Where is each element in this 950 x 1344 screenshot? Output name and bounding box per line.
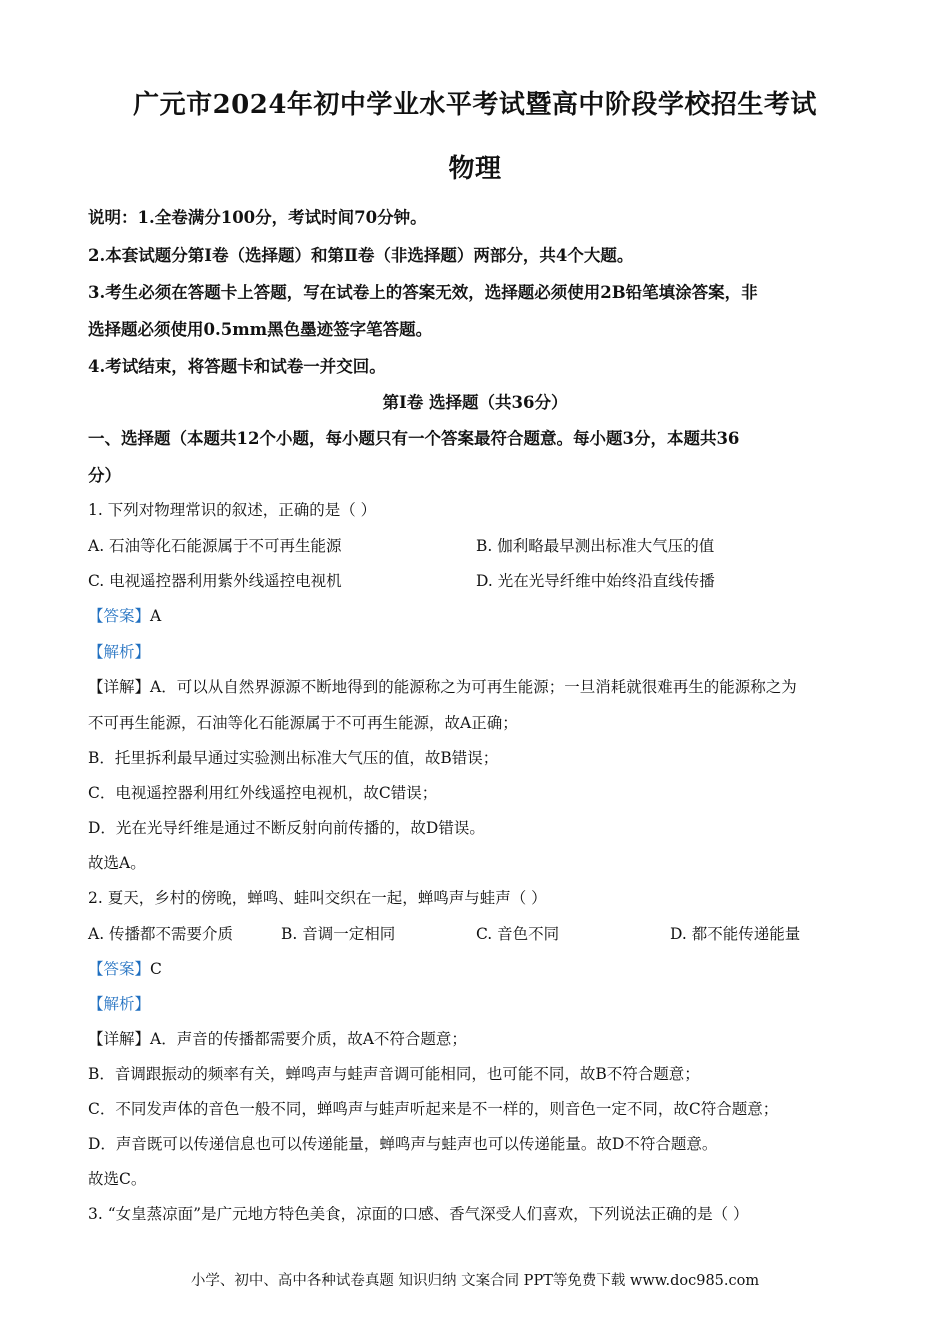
answer-value: A [150, 607, 162, 625]
q2-conclusion: 故选C。 [88, 1170, 147, 1188]
part-heading: 分） [88, 466, 121, 485]
answer-tag: 【答案】 [88, 960, 151, 978]
q1-detail-line [88, 675, 797, 697]
instruction-line: 2.本套试题分第Ⅰ卷（选择题）和第Ⅱ卷（非选择题）两部分，共4个大题。 [88, 246, 634, 265]
q2-option-a: A. 传播都不需要介质 [88, 925, 234, 943]
detail-tag: 【详解】 [88, 678, 151, 696]
q1-conclusion: 故选A。 [88, 854, 146, 872]
instruction-line: 3.考生必须在答题卡上答题，写在试卷上的答案无效，选择题必须使用2B铅笔填涂答案，非 [88, 283, 758, 302]
q1-detail-line: D．光在光导纤维是通过不断反射向前传播的，故D错误。 [88, 819, 485, 837]
q1-answer [88, 604, 161, 626]
q1-option-a: A. 石油等化石能源属于不可再生能源 [88, 537, 342, 555]
q1-detail-line: B．托里拆利最早通过实验测出标准大气压的值，故B错误； [88, 749, 499, 767]
analysis-tag: 【解析】 [88, 995, 151, 1013]
q2-option-d: D. 都不能传递能量 [670, 925, 801, 943]
analysis-tag: 【解析】 [88, 643, 151, 661]
q2-detail-line: D．声音既可以传递信息也可以传递能量，蝉鸣声与蛙声也可以传递能量。故D不符合题意。 [88, 1135, 718, 1153]
q2-detail-line [88, 1027, 467, 1049]
q1-option-c: C. 电视遥控器利用紫外线遥控电视机 [88, 572, 342, 590]
q2-answer [88, 957, 162, 979]
q1-option-b: B. 伽利略最早测出标准大气压的值 [476, 537, 715, 555]
section-title: 第Ⅰ卷 选择题（共36分） [382, 393, 568, 412]
subject-title: 物理 [448, 154, 502, 184]
exam-title: 广元市2024年初中学业水平考试暨高中阶段学校招生考试 [133, 90, 817, 120]
question-2-stem: 2. 夏天，乡村的傍晚，蝉鸣、蛙叫交织在一起，蝉鸣声与蛙声（ ） [88, 889, 547, 907]
q2-detail-line: B．音调跟振动的频率有关，蝉鸣声与蛙声音调可能相同，也可能不同，故B不符合题意； [88, 1065, 700, 1083]
q1-analysis [88, 640, 150, 662]
question-1-stem: 1. 下列对物理常识的叙述，正确的是（ ） [88, 501, 377, 519]
instruction-line: 说明：1.全卷满分100分，考试时间70分钟。 [88, 208, 427, 227]
detail-text: A．声音的传播都需要介质，故A不符合题意； [150, 1030, 467, 1048]
q2-option-c: C. 音色不同 [476, 925, 560, 943]
q2-analysis [88, 992, 150, 1014]
answer-tag: 【答案】 [88, 607, 151, 625]
page-footer: 小学、初中、高中各种试卷真题 知识归纳 文案合同 PPT等免费下载 www.doc985.com [190, 1273, 760, 1289]
detail-tag: 【详解】 [88, 1030, 151, 1048]
question-3-stem: 3. “女皇蒸凉面”是广元地方特色美食，凉面的口感、香气深受人们喜欢，下列说法正确的是（ ） [88, 1205, 749, 1223]
q1-option-d: D. 光在光导纤维中始终沿直线传播 [476, 572, 715, 590]
q2-option-b: B. 音调一定相同 [281, 925, 396, 943]
instruction-line: 4.考试结束，将答题卡和试卷一并交回。 [88, 357, 386, 376]
instruction-line: 选择题必须使用0.5mm黑色墨迹签字笔答题。 [88, 320, 433, 339]
part-heading: 一、选择题（本题共12个小题，每小题只有一个答案最符合题意。每小题3分，本题共36 [88, 429, 740, 448]
answer-value: C [150, 960, 162, 978]
q1-detail-line: C．电视遥控器利用红外线遥控电视机，故C错误； [88, 784, 438, 802]
q1-detail-line: 不可再生能源，石油等化石能源属于不可再生能源，故A正确； [88, 714, 518, 732]
detail-text: A．可以从自然界源源不断地得到的能源称之为可再生能源；一旦消耗就很难再生的能源称之为 [150, 678, 797, 696]
q2-detail-line: C．不同发声体的音色一般不同，蝉鸣声与蛙声听起来是不一样的，则音色一定不同，故C符合题意； [88, 1100, 779, 1118]
